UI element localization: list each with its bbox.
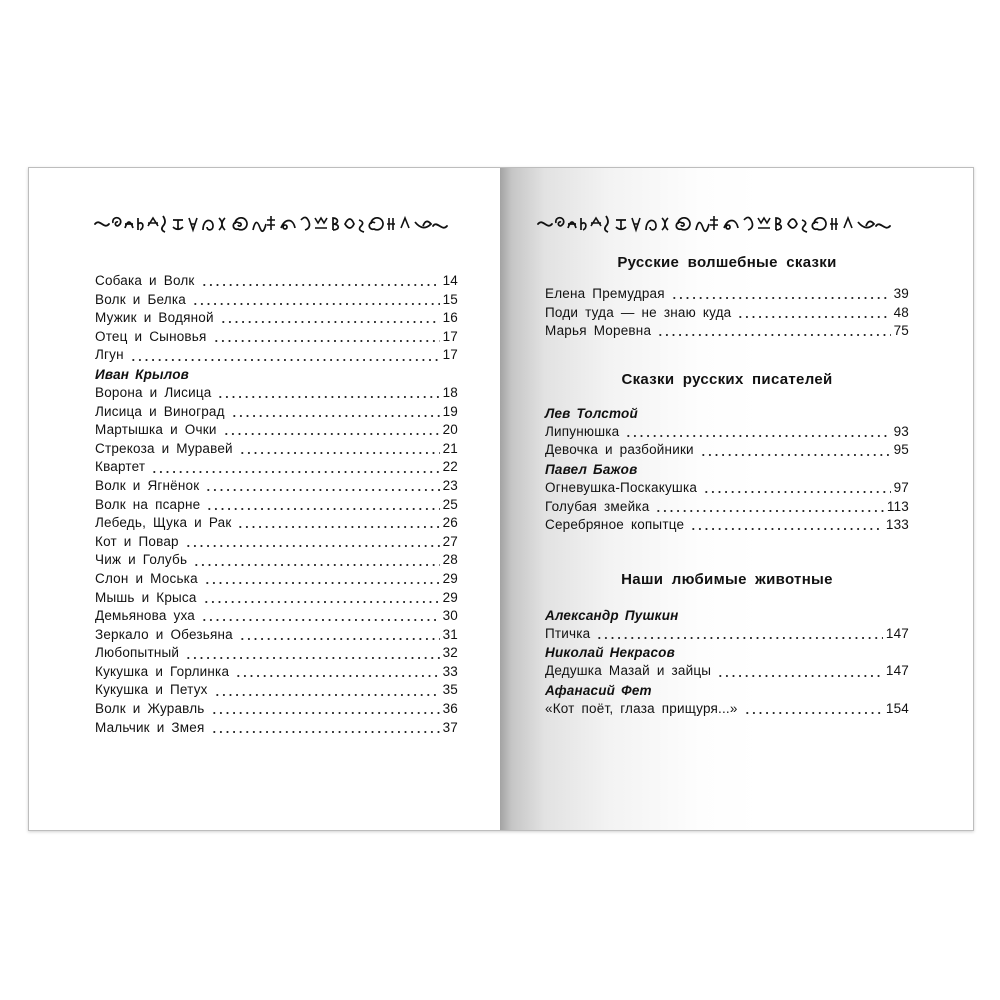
- toc-entry: [95, 663, 458, 682]
- toc-entry-page-number: 36: [442, 701, 458, 717]
- toc-entry: [545, 662, 909, 681]
- book-spread: [28, 167, 974, 831]
- dot-leader: [231, 405, 440, 419]
- section-heading: Русские волшебные сказки: [617, 254, 837, 271]
- dot-leader: [185, 535, 440, 549]
- toc-entry-title: «Кот поёт, глаза прищуря...»: [545, 700, 738, 716]
- left-page: [29, 168, 500, 830]
- toc-entry-title: Волк и Журавль: [95, 701, 205, 717]
- dot-leader: [223, 423, 440, 437]
- toc-entry-title: Птичка: [545, 625, 591, 641]
- toc-entry-page-number: 33: [442, 663, 458, 679]
- dot-leader: [213, 330, 440, 344]
- toc-entry: [95, 570, 458, 589]
- toc-entry-page-number: 19: [442, 403, 458, 419]
- toc-entry-title: Слон и Моська: [95, 570, 198, 586]
- toc-entry-page-number: 17: [442, 328, 458, 344]
- toc-entry-title: Девочка и разбойники: [545, 442, 694, 458]
- toc-entry: [545, 479, 909, 498]
- toc-entry: [95, 440, 458, 459]
- toc-entry: [95, 719, 458, 738]
- toc-entry: [545, 304, 909, 323]
- toc-entry-page-number: 39: [893, 286, 909, 301]
- section-heading: Наши любимые животные: [621, 570, 833, 588]
- toc-entry: [95, 458, 458, 477]
- toc-entry: [545, 516, 909, 535]
- toc-entry-title: Стрекоза и Муравей: [95, 440, 233, 456]
- toc-entry-page-number: 15: [442, 291, 458, 307]
- toc-entry-title: Мышь и Крыса: [95, 589, 197, 605]
- toc-entry-page-number: 17: [442, 347, 458, 363]
- toc-entry-page-number: 22: [442, 459, 458, 475]
- toc-entry-page-number: 30: [442, 608, 458, 624]
- author-name: Александр Пушкин: [545, 607, 679, 623]
- dot-leader: [203, 591, 440, 605]
- author-name: Иван Крылов: [95, 366, 189, 382]
- toc-entry-title: Серебряное копытце: [545, 517, 685, 533]
- toc-entry: [95, 700, 458, 719]
- toc-entry-page-number: 147: [885, 625, 909, 641]
- dot-leader: [205, 479, 439, 493]
- toc-entry: [95, 514, 458, 533]
- toc-entry-title: Марья Моревна: [545, 323, 652, 339]
- toc-entry-title: Лгун: [95, 347, 124, 363]
- toc-entry: [95, 421, 458, 440]
- toc-entry-title: Собака и Волк: [95, 273, 195, 288]
- toc-entry: [95, 346, 458, 365]
- dot-leader: [211, 702, 440, 716]
- toc-entry-page-number: 35: [442, 682, 458, 698]
- toc-entry: [95, 496, 458, 515]
- toc-entry-title: Лисица и Виноград: [95, 403, 225, 419]
- toc-entry-title: Огневушка-Поскакушка: [545, 479, 698, 495]
- dot-leader: [596, 627, 883, 641]
- toc-entry-title: Отец и Сыновья: [95, 328, 207, 344]
- toc-entry-page-number: 75: [893, 323, 909, 339]
- toc-entry: [95, 477, 458, 496]
- toc-entry-page-number: 23: [442, 477, 458, 493]
- dot-leader: [717, 665, 883, 679]
- toc-entry-page-number: 31: [442, 626, 458, 642]
- toc-entry: [95, 309, 458, 328]
- toc-entry: [545, 700, 909, 719]
- toc-entry-page-number: 20: [442, 422, 458, 438]
- toc-entry-title: Мальчик и Змея: [95, 719, 205, 735]
- toc-entry: [545, 441, 909, 460]
- dot-leader: [206, 498, 439, 512]
- toc-entry-page-number: 14: [442, 273, 458, 288]
- toc-entry: [95, 272, 458, 291]
- author-name: Афанасий Фет: [545, 682, 652, 698]
- toc-entry-title: Любопытный: [95, 645, 180, 661]
- toc-entry: [545, 423, 909, 442]
- toc-entry-title: Волк и Белка: [95, 291, 186, 307]
- dot-leader: [193, 554, 439, 568]
- toc-entry: [95, 607, 458, 626]
- toc-entry: [545, 322, 909, 341]
- dot-leader: [237, 516, 439, 530]
- toc-entry-title: Волк на псарне: [95, 496, 201, 512]
- dot-leader: [201, 609, 440, 623]
- dot-leader: [130, 349, 440, 363]
- dot-leader: [201, 274, 440, 288]
- toc-entry-title: Лебедь, Щука и Рак: [95, 515, 232, 531]
- toc-entry-page-number: 133: [885, 517, 909, 533]
- toc-entry-title: Волк и Ягнёнок: [95, 477, 200, 493]
- dot-leader: [214, 684, 440, 698]
- dot-leader: [151, 461, 439, 475]
- right-table-of-contents: [545, 248, 909, 719]
- dot-leader: [239, 442, 440, 456]
- toc-entry-title: Голубая змейка: [545, 498, 650, 514]
- dot-leader: [671, 287, 891, 301]
- toc-entry-title: Квартет: [95, 459, 146, 475]
- toc-entry-page-number: 28: [442, 552, 458, 568]
- decorative-swirl-border-icon: [536, 210, 896, 238]
- author-name: Павел Бажов: [545, 461, 638, 477]
- toc-entry-page-number: 21: [442, 440, 458, 456]
- toc-entry-title: Кукушка и Петух: [95, 682, 208, 698]
- toc-entry: [95, 533, 458, 552]
- toc-entry-page-number: 147: [885, 663, 909, 679]
- toc-entry-title: Поди туда — не знаю куда: [545, 304, 732, 320]
- dot-leader: [211, 721, 440, 735]
- dot-leader: [239, 628, 440, 642]
- right-page: [500, 168, 973, 830]
- toc-entry-page-number: 27: [442, 533, 458, 549]
- toc-entry: [95, 551, 458, 570]
- dot-leader: [657, 324, 890, 338]
- toc-entry: [545, 285, 909, 304]
- author-name: Николай Некрасов: [545, 645, 675, 661]
- toc-entry-page-number: 26: [442, 515, 458, 531]
- dot-leader: [192, 293, 440, 307]
- dot-leader: [703, 481, 891, 495]
- dot-leader: [204, 572, 440, 586]
- toc-entry-page-number: 113: [886, 498, 909, 514]
- toc-entry-title: Демьянова уха: [95, 608, 195, 624]
- toc-entry-page-number: 25: [442, 496, 458, 512]
- toc-entry-title: Елена Премудрая: [545, 286, 665, 301]
- toc-entry: [95, 328, 458, 347]
- dot-leader: [744, 702, 883, 716]
- toc-entry-page-number: 93: [893, 423, 909, 439]
- toc-entry-page-number: 48: [893, 304, 909, 320]
- dot-leader: [700, 444, 891, 458]
- toc-entry-title: Кукушка и Горлинка: [95, 663, 230, 679]
- dot-leader: [655, 500, 883, 514]
- toc-entry-title: Мартышка и Очки: [95, 422, 217, 438]
- toc-entry: [545, 625, 909, 644]
- toc-entry-page-number: 97: [893, 479, 909, 495]
- toc-entry-page-number: 18: [442, 384, 458, 400]
- toc-entry-title: Ворона и Лисица: [95, 384, 212, 400]
- toc-entry-page-number: 16: [442, 310, 458, 326]
- toc-entry-title: Мужик и Водяной: [95, 310, 214, 326]
- toc-entry-title: Дедушка Мазай и зайцы: [545, 663, 712, 679]
- toc-entry: [545, 498, 909, 517]
- toc-entry-page-number: 29: [442, 589, 458, 605]
- toc-entry-page-number: 29: [442, 570, 458, 586]
- toc-entry: [95, 589, 458, 608]
- toc-entry: [95, 291, 458, 310]
- toc-entry-title: Зеркало и Обезьяна: [95, 626, 233, 642]
- dot-leader: [217, 386, 439, 400]
- section-heading: Сказки русских писателей: [621, 370, 833, 388]
- dot-leader: [235, 665, 439, 679]
- dot-leader: [737, 306, 890, 320]
- dot-leader: [690, 518, 883, 532]
- dot-leader: [185, 647, 439, 661]
- toc-entry: [95, 681, 458, 700]
- toc-entry: [95, 626, 458, 645]
- toc-entry-title: Липунюшка: [545, 423, 620, 439]
- dot-leader: [220, 311, 440, 325]
- toc-entry-title: Кот и Повар: [95, 533, 179, 549]
- toc-entry-page-number: 95: [893, 442, 909, 458]
- author-name: Лев Толстой: [545, 405, 638, 421]
- dot-leader: [625, 425, 890, 439]
- left-table-of-contents: [95, 272, 458, 737]
- toc-entry-page-number: 37: [442, 719, 458, 735]
- toc-entry-title: Чиж и Голубь: [95, 552, 188, 568]
- toc-entry-page-number: 154: [885, 700, 909, 716]
- decorative-swirl-border-icon: [93, 210, 453, 238]
- toc-entry-page-number: 32: [442, 645, 458, 661]
- toc-entry: [95, 384, 458, 403]
- toc-entry: [95, 403, 458, 422]
- toc-entry: [95, 644, 458, 663]
